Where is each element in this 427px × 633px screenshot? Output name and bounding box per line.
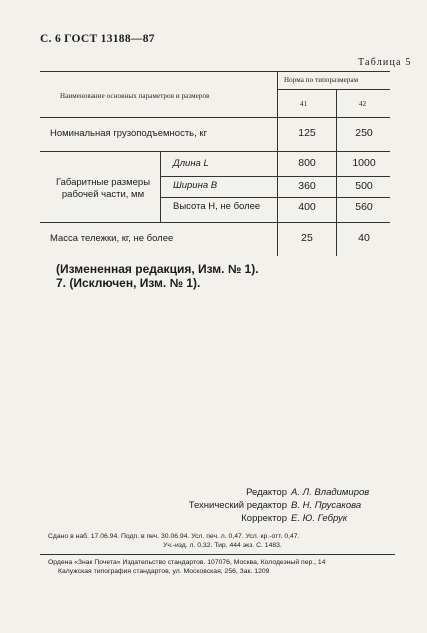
print-info-line2: Уч.-изд. л. 0,32. Тир. 444 экз. С. 1483. [163,542,282,549]
page-header: С. 6 ГОСТ 13188—87 [40,33,155,45]
row-length-label: Длина L [173,158,209,169]
row-capacity-v42: 250 [355,127,373,139]
editor-role: Редактор [246,487,287,498]
header-col-42: 42 [359,100,367,108]
row-height-v42: 560 [355,201,373,213]
excluded-note: 7. (Исключен, Изм. № 1). [56,276,201,290]
row-mass-v42: 40 [358,232,370,244]
printer-line: Калужская типография стандартов, ул. Московская, 256, Зак. 1209 [58,568,270,575]
publisher-line: Ордена «Знак Почета» Издательство стандартов. 107076, Москва, Колодезный пер., 14 [48,559,326,566]
row-length-v41: 800 [298,157,316,169]
corrector-role: Корректор [241,513,287,524]
row-height-label: Высота H, не более [173,201,261,212]
footer-rule [40,554,395,555]
row-capacity-label: Номинальная грузоподъемность, кг [50,128,208,139]
row-length-v42: 1000 [352,157,376,169]
header-param: Наименование основных параметров и размеров [60,92,210,100]
amendment-note: (Измененная редакция, Изм. № 1). [56,262,259,276]
table-col-rule [336,89,337,256]
table-head-rule [40,117,390,118]
table-row-rule [40,151,390,152]
editor-name: А. Л. Владимиров [291,487,370,498]
table-col-rule [160,151,161,222]
row-capacity-v41: 125 [298,127,316,139]
table-row-rule [160,176,390,177]
table-row-rule [160,197,390,198]
header-col-41: 41 [300,100,308,108]
row-dims-label: Габаритные размеры рабочей части, мм [55,177,151,200]
table-row-rule [40,222,390,223]
row-mass-v41: 25 [301,232,313,244]
table-subhead-rule [277,89,390,90]
tech-editor-name: В. Н. Прусакова [291,500,362,511]
tech-editor-role: Технический редактор [188,500,287,511]
row-mass-label: Масса тележки, кг, не более [50,233,174,244]
row-width-label: Ширина B [173,180,218,191]
row-width-v42: 500 [355,180,373,192]
corrector-name: Е. Ю. Гебрук [291,513,348,524]
table-top-rule [40,71,390,72]
row-width-v41: 360 [298,180,316,192]
row-height-v41: 400 [298,201,316,213]
header-norm: Норма по типоразмерам [284,76,359,84]
print-info-line1: Сдано в наб. 17.06.94. Подп. в печ. 30.06.94. Усл. печ. л. 0,47. Усл. кр.-отт. 0,47. [48,533,300,540]
table-caption: Таблица 5 [358,57,412,68]
